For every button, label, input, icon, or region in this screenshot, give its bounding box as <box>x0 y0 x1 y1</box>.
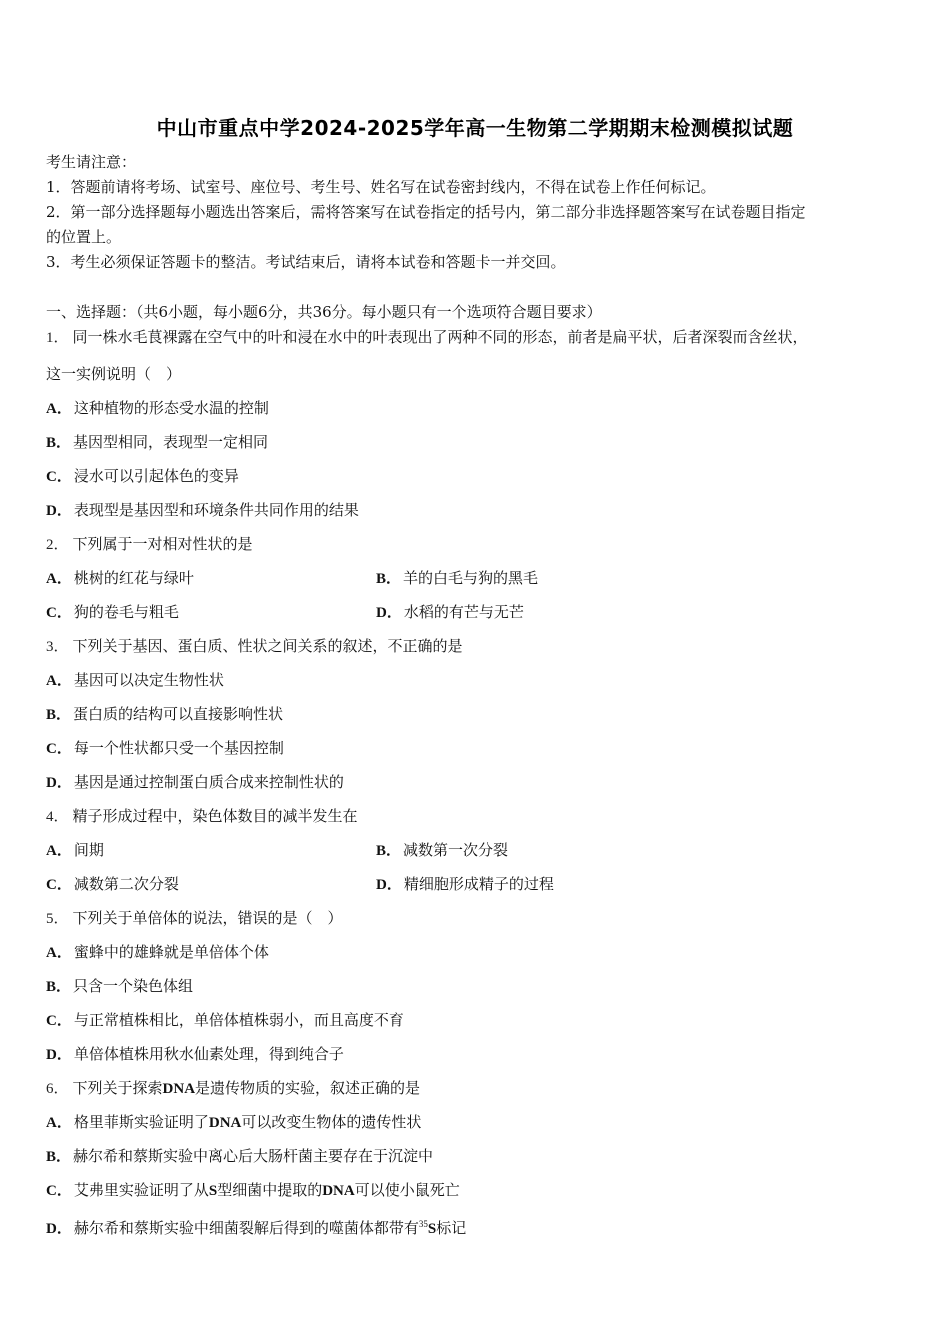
question-text: 同一株水毛茛裸露在空气中的叶和浸在水中的叶表现出了两种不同的形态，前者是扁平状，后者深裂而含丝状， <box>72 328 808 346</box>
q5-option-d <box>46 1044 344 1065</box>
q6-option-d <box>46 1214 466 1239</box>
option-text: 减数第一次分裂 <box>403 841 509 859</box>
s-type-term: S <box>208 1183 218 1199</box>
question-text: 下列属于一对相对性状的是 <box>72 535 253 553</box>
dna-term: DNA <box>322 1183 355 1199</box>
option-text: 基因型相同，表现型一定相同 <box>73 433 269 451</box>
option-letter: C． <box>46 741 72 757</box>
option-text: 可以使小鼠死亡 <box>354 1181 460 1199</box>
q5-option-a <box>46 942 269 963</box>
option-letter: C． <box>46 1013 72 1029</box>
question-text: 下列关于探索 <box>72 1079 163 1097</box>
option-text: 水稻的有芒与无芒 <box>403 603 524 621</box>
q4-option-b <box>376 840 508 861</box>
notice-item-3: 3．考生必须保证答题卡的整洁。考试结束后，请将本试卷和答题卡一并交回。 <box>46 253 566 271</box>
question-text: 是遗传物质的实验，叙述正确的是 <box>195 1079 421 1097</box>
option-letter: D． <box>376 605 402 621</box>
option-text: 蜜蜂中的雄蜂就是单倍体个体 <box>73 943 269 961</box>
option-text: 精细胞形成精子的过程 <box>403 875 554 893</box>
option-text: 型细菌中提取的 <box>217 1181 323 1199</box>
question-1-stem-cont: 这一实例说明（ ） <box>46 365 182 383</box>
option-text: 间期 <box>73 841 104 859</box>
question-text: 精子形成过程中，染色体数目的减半发生在 <box>72 807 358 825</box>
dna-term: DNA <box>208 1115 242 1131</box>
option-letter: B． <box>46 1149 72 1165</box>
page-title: 中山市重点中学2024-2025学年高一生物第二学期期末检测模拟试题 <box>156 116 794 140</box>
option-text: 基因可以决定生物性状 <box>73 671 224 689</box>
option-letter: C． <box>46 469 72 485</box>
q2-option-c <box>46 602 179 623</box>
isotope-symbol: S <box>427 1221 437 1237</box>
option-letter: C． <box>46 605 72 621</box>
q3-option-c <box>46 738 284 759</box>
q6-option-b <box>46 1146 433 1167</box>
q3-option-a <box>46 670 224 691</box>
question-number: 2． <box>46 537 69 553</box>
option-letter: B． <box>46 979 72 995</box>
option-letter: D． <box>376 877 402 893</box>
option-text: 可以改变生物体的遗传性状 <box>241 1113 422 1131</box>
option-text: 单倍体植株用秋水仙素处理，得到纯合子 <box>73 1045 344 1063</box>
option-letter: A． <box>46 1115 72 1131</box>
question-number: 1． <box>46 330 69 346</box>
question-2-stem <box>46 534 253 555</box>
option-letter: D． <box>46 503 72 519</box>
q1-option-c <box>46 466 239 487</box>
notice-item-1: 1．答题前请将考场、试室号、座位号、考生号、姓名写在试卷密封线内，不得在试卷上作任何标记。 <box>46 178 716 196</box>
option-letter: B． <box>46 435 72 451</box>
q2-option-d <box>376 602 524 623</box>
option-text: 这种植物的形态受水温的控制 <box>73 399 269 417</box>
option-letter: D． <box>46 1047 72 1063</box>
q4-option-a <box>46 840 104 861</box>
option-text: 基因是通过控制蛋白质合成来控制性状的 <box>73 773 344 791</box>
option-letter: A． <box>46 945 72 961</box>
dna-term: DNA <box>162 1081 196 1097</box>
question-5-stem <box>46 908 343 929</box>
option-text: 减数第二次分裂 <box>73 875 179 893</box>
option-letter: B． <box>46 707 72 723</box>
question-text: 下列关于单倍体的说法，错误的是（ ） <box>72 909 343 927</box>
q3-option-d <box>46 772 344 793</box>
option-letter: D． <box>46 775 72 791</box>
notice-item-2-cont: 的位置上。 <box>46 228 122 246</box>
option-text: 格里菲斯实验证明了 <box>73 1113 209 1131</box>
option-text: 赫尔希和蔡斯实验中细菌裂解后得到的噬菌体都带有 <box>73 1219 419 1237</box>
question-number: 5． <box>46 911 69 927</box>
section-heading: 一、选择题：（共6小题，每小题6分，共36分。每小题只有一个选项符合题目要求） <box>46 303 602 321</box>
option-text: 狗的卷毛与粗毛 <box>73 603 179 621</box>
q1-option-b <box>46 432 268 453</box>
notice-item-2: 2．第一部分选择题每小题选出答案后，需将答案写在试卷指定的括号内，第二部分非选择题答案写在试卷题目指定 <box>46 203 806 221</box>
option-letter: B． <box>376 571 402 587</box>
question-1-stem <box>46 327 808 348</box>
q4-option-d <box>376 874 554 895</box>
option-letter: A． <box>46 843 72 859</box>
q5-option-c <box>46 1010 404 1031</box>
option-text: 与正常植株相比，单倍体植株弱小，而且高度不育 <box>73 1011 404 1029</box>
option-letter: B． <box>376 843 402 859</box>
question-number: 4． <box>46 809 69 825</box>
isotope-mass-number: 35 <box>418 1219 428 1229</box>
q4-option-c <box>46 874 179 895</box>
question-number: 3． <box>46 639 69 655</box>
q3-option-b <box>46 704 283 725</box>
notice-heading: 考生请注意： <box>46 153 137 171</box>
q2-option-a <box>46 568 194 589</box>
option-text: 羊的白毛与狗的黑毛 <box>403 569 539 587</box>
option-text: 浸水可以引起体色的变异 <box>73 467 239 485</box>
option-letter: C． <box>46 1183 72 1199</box>
q5-option-b <box>46 976 193 997</box>
option-text: 赫尔希和蔡斯实验中离心后大肠杆菌主要存在于沉淀中 <box>73 1147 434 1165</box>
option-text: 桃树的红花与绿叶 <box>73 569 194 587</box>
option-text: 标记 <box>436 1219 467 1237</box>
question-number: 6． <box>46 1081 69 1097</box>
option-letter: A． <box>46 673 72 689</box>
option-text: 表现型是基因型和环境条件共同作用的结果 <box>73 501 359 519</box>
option-letter: C． <box>46 877 72 893</box>
q1-option-a <box>46 398 269 419</box>
option-letter: A． <box>46 401 72 417</box>
option-text: 只含一个染色体组 <box>73 977 194 995</box>
q6-option-c <box>46 1180 460 1201</box>
q1-option-d <box>46 500 359 521</box>
question-3-stem <box>46 636 463 657</box>
question-6-stem <box>46 1078 420 1099</box>
option-text: 艾弗里实验证明了从 <box>73 1181 209 1199</box>
option-letter: D． <box>46 1221 72 1237</box>
q6-option-a <box>46 1112 421 1133</box>
option-text: 每一个性状都只受一个基因控制 <box>73 739 284 757</box>
option-text: 蛋白质的结构可以直接影响性状 <box>73 705 284 723</box>
question-4-stem <box>46 806 358 827</box>
question-text: 下列关于基因、蛋白质、性状之间关系的叙述，不正确的是 <box>72 637 463 655</box>
q2-option-b <box>376 568 538 589</box>
option-letter: A． <box>46 571 72 587</box>
